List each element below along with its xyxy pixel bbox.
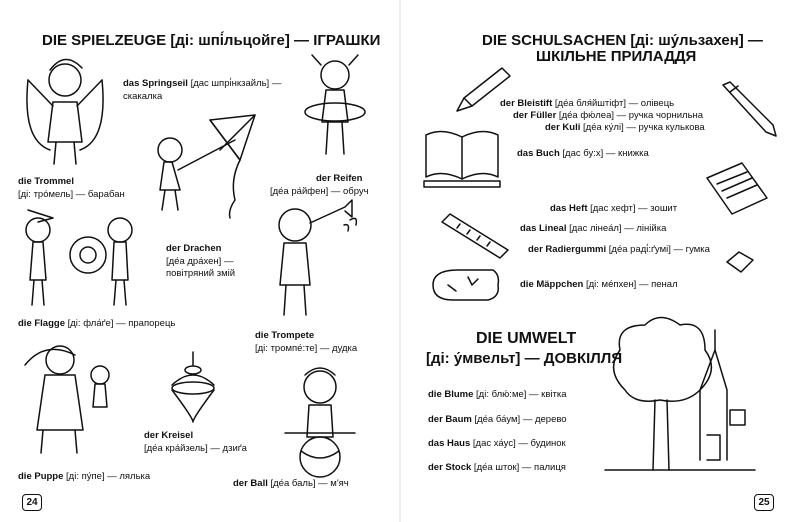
entry-translation: [де́а кра́йзель] — дзиґа xyxy=(144,443,247,454)
entry-pronunciation: [дас лінеа́л] — лінійка xyxy=(566,223,667,234)
spinning-top-illustration xyxy=(168,350,218,425)
entry-kreisel xyxy=(144,430,193,442)
entry-word: das Heft xyxy=(550,203,588,214)
entry-lineal xyxy=(520,223,666,235)
entry-haus xyxy=(428,438,566,450)
house-and-tree-illustration xyxy=(605,310,755,475)
eraser-illustration xyxy=(725,250,755,275)
page-number: 25 xyxy=(754,494,774,511)
entry-pronunciation: [ді: пу́пе] — лялька xyxy=(63,471,151,482)
pencil-case-illustration xyxy=(428,265,503,305)
entry-springseil xyxy=(123,78,281,90)
entry-word: die Mäppchen xyxy=(520,279,584,290)
environment-title-line2: [ді: у́мвельт] — ДОВКІЛЛЯ xyxy=(426,350,623,367)
girl-with-jump-rope-illustration xyxy=(20,50,110,170)
entry-bleistift xyxy=(500,98,674,110)
entry-word: die Flagge xyxy=(18,318,65,329)
entry-pronunciation: [дас бу:х] — книжка xyxy=(559,148,649,159)
entry-word: der Drachen xyxy=(166,243,222,254)
entry-pronunciation: [де́а шток] — палиця xyxy=(471,462,566,473)
entry-word: die Blume xyxy=(428,389,474,400)
pen-illustration xyxy=(718,80,778,140)
entry-translation: повітряний змій xyxy=(166,268,236,279)
entry-word: der Kuli xyxy=(545,122,581,133)
boy-on-ball-illustration xyxy=(275,365,365,480)
boy-with-kite-illustration xyxy=(150,110,260,220)
entry-pronunciation: [ді: фла́ґе] — прапорець xyxy=(64,318,176,329)
entry-word: der Bleistift xyxy=(500,98,553,109)
entry-pronunciation: [де́а раді́:ґумі] — гумка xyxy=(606,244,710,255)
ruler-illustration xyxy=(440,212,510,262)
entry-translation: [де́а ра́йфен] — обруч xyxy=(270,186,369,197)
entry-kuli xyxy=(545,122,705,134)
entry-word: der Baum xyxy=(428,414,472,425)
entry-trompete xyxy=(255,330,314,342)
entry-stock xyxy=(428,462,566,474)
entry-radiergummi xyxy=(528,244,710,256)
entry-word: die Puppe xyxy=(18,471,64,482)
environment-title-line1: DIE UMWELT xyxy=(476,330,577,347)
entry-word: das Springseil xyxy=(123,78,188,89)
entry-word: der Reifen xyxy=(316,173,363,184)
toys-title: DIE SPIELZEUGE [ді: шпі́льцойге] — ІГРАШКИ xyxy=(42,32,381,49)
entry-word: der Kreisel xyxy=(144,430,194,441)
entry-pronunciation: [ді: ме́пхен] — пенал xyxy=(583,279,678,290)
entry-puppe xyxy=(18,471,150,483)
entry-pronunciation: [де́а баль] — м'яч xyxy=(267,478,349,489)
entry-ball xyxy=(233,478,349,490)
entry-word: der Radiergummi xyxy=(528,244,607,255)
entry-word: der Stock xyxy=(428,462,472,473)
notebook-illustration xyxy=(702,158,772,218)
entry-word: das Buch xyxy=(517,148,560,159)
entry-word: der Ball xyxy=(233,478,268,489)
entry-pronunciation: [де́а ба́ум] — дерево xyxy=(471,414,567,425)
entry-word: die Trompete xyxy=(255,330,315,341)
entry-baum xyxy=(428,414,567,426)
entry-heft xyxy=(550,203,677,215)
entry-pronunciation: [ді: блю́:ме] — квітка xyxy=(473,389,567,400)
kids-with-flag-and-drum-illustration xyxy=(18,200,138,315)
entry-pronunciation: [дас шпрі́нкзайль] — xyxy=(187,78,282,89)
entry-translation: скакалка xyxy=(123,91,163,102)
entry-pronunciation: [дас хефт] — зошит xyxy=(587,203,678,214)
entry-pronunciation: [де́а ку́лі] — ручка кулькова xyxy=(580,122,705,133)
entry-fueller xyxy=(513,110,703,122)
entry-pronunciation: [де́а бля́йштіфт] — олівець xyxy=(552,98,675,109)
entry-maeppchen xyxy=(520,279,678,291)
right-page xyxy=(400,0,800,522)
girl-with-doll-illustration xyxy=(15,335,115,455)
school-supplies-title-line1: DIE SCHULSACHEN [ді: шу́льзахен] — xyxy=(482,32,763,49)
entry-word: das Lineal xyxy=(520,223,567,234)
entry-trommel xyxy=(18,176,74,188)
entry-word: der Füller xyxy=(513,110,557,121)
entry-translation: [де́а дра́хен] — xyxy=(166,256,234,267)
girl-with-hoop-illustration xyxy=(300,50,370,160)
book-illustration xyxy=(422,125,502,195)
entry-flagge xyxy=(18,318,175,330)
boy-with-trumpet-illustration xyxy=(270,195,365,320)
entry-blume xyxy=(428,389,567,401)
entry-pronunciation: [де́а фю́леа] — ручка чорнильна xyxy=(556,110,704,121)
entry-word: das Haus xyxy=(428,438,471,449)
entry-translation: [ді: тромпе́:те] — дудка xyxy=(255,343,358,354)
entry-drachen xyxy=(166,243,221,255)
entry-translation: [ді: тро́мель] — барабан xyxy=(18,189,125,200)
school-supplies-title-line2: ШКІЛЬНЕ ПРИЛАДДЯ xyxy=(536,48,697,65)
entry-reifen xyxy=(316,173,362,185)
entry-buch xyxy=(517,148,649,160)
page-number: 24 xyxy=(22,494,42,511)
entry-pronunciation: [дас ха́ус] — будинок xyxy=(470,438,566,449)
entry-word: die Trommel xyxy=(18,176,74,187)
